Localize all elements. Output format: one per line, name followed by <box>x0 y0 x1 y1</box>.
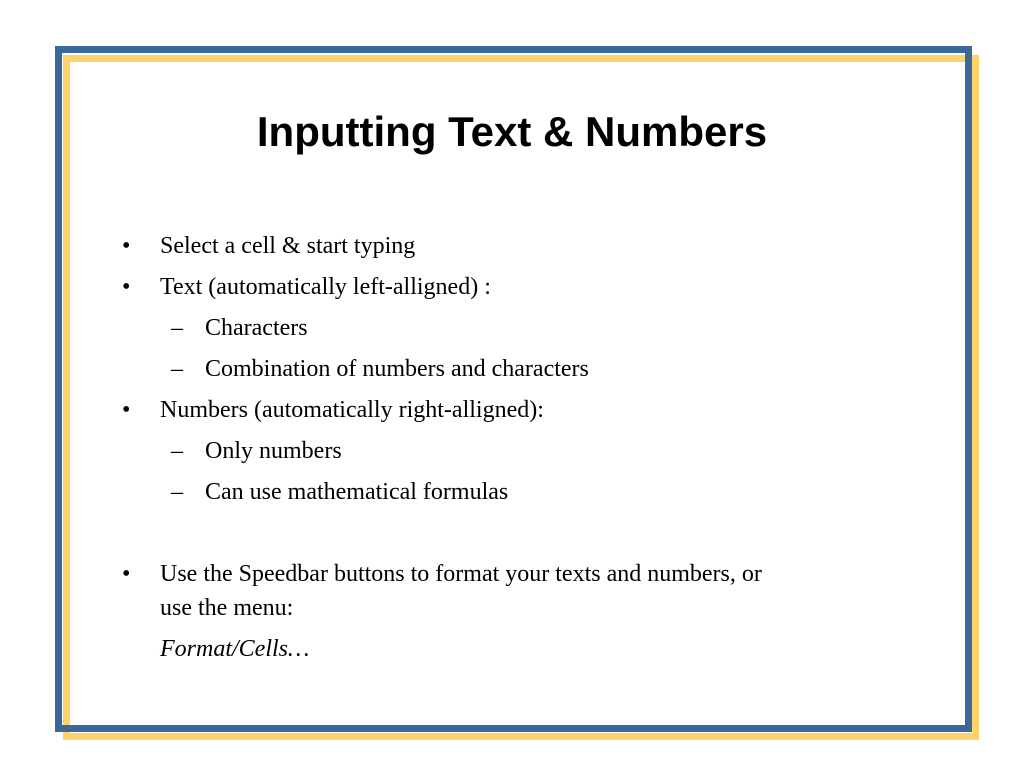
bullet-marker: • <box>122 274 131 300</box>
bullet-item: Numbers (automatically right-alligned): <box>160 397 544 423</box>
bullet-item: Select a cell & start typing <box>160 233 416 259</box>
sub-bullet-item: Combination of numbers and characters <box>205 356 589 382</box>
sub-bullet-item: Only numbers <box>205 438 342 464</box>
sub-bullet-item: Characters <box>205 315 308 341</box>
bullet-marker: • <box>122 561 131 587</box>
bullet-marker: • <box>122 397 131 423</box>
slide-title: Inputting Text & Numbers <box>256 108 768 155</box>
sub-bullet-marker: – <box>171 356 183 382</box>
bullet-item: Use the Speedbar buttons to format your texts and numbers, or <box>160 561 762 587</box>
bullet-marker: • <box>122 233 131 259</box>
sub-bullet-item: Can use mathematical formulas <box>205 479 509 505</box>
menu-path-text: Format/Cells… <box>160 636 310 662</box>
bullet-item-continuation: use the menu: <box>160 595 294 621</box>
sub-bullet-marker: – <box>171 438 183 464</box>
sub-bullet-marker: – <box>171 315 183 341</box>
bullet-item: Text (automatically left-alligned) : <box>160 274 491 300</box>
sub-bullet-marker: – <box>171 479 183 505</box>
